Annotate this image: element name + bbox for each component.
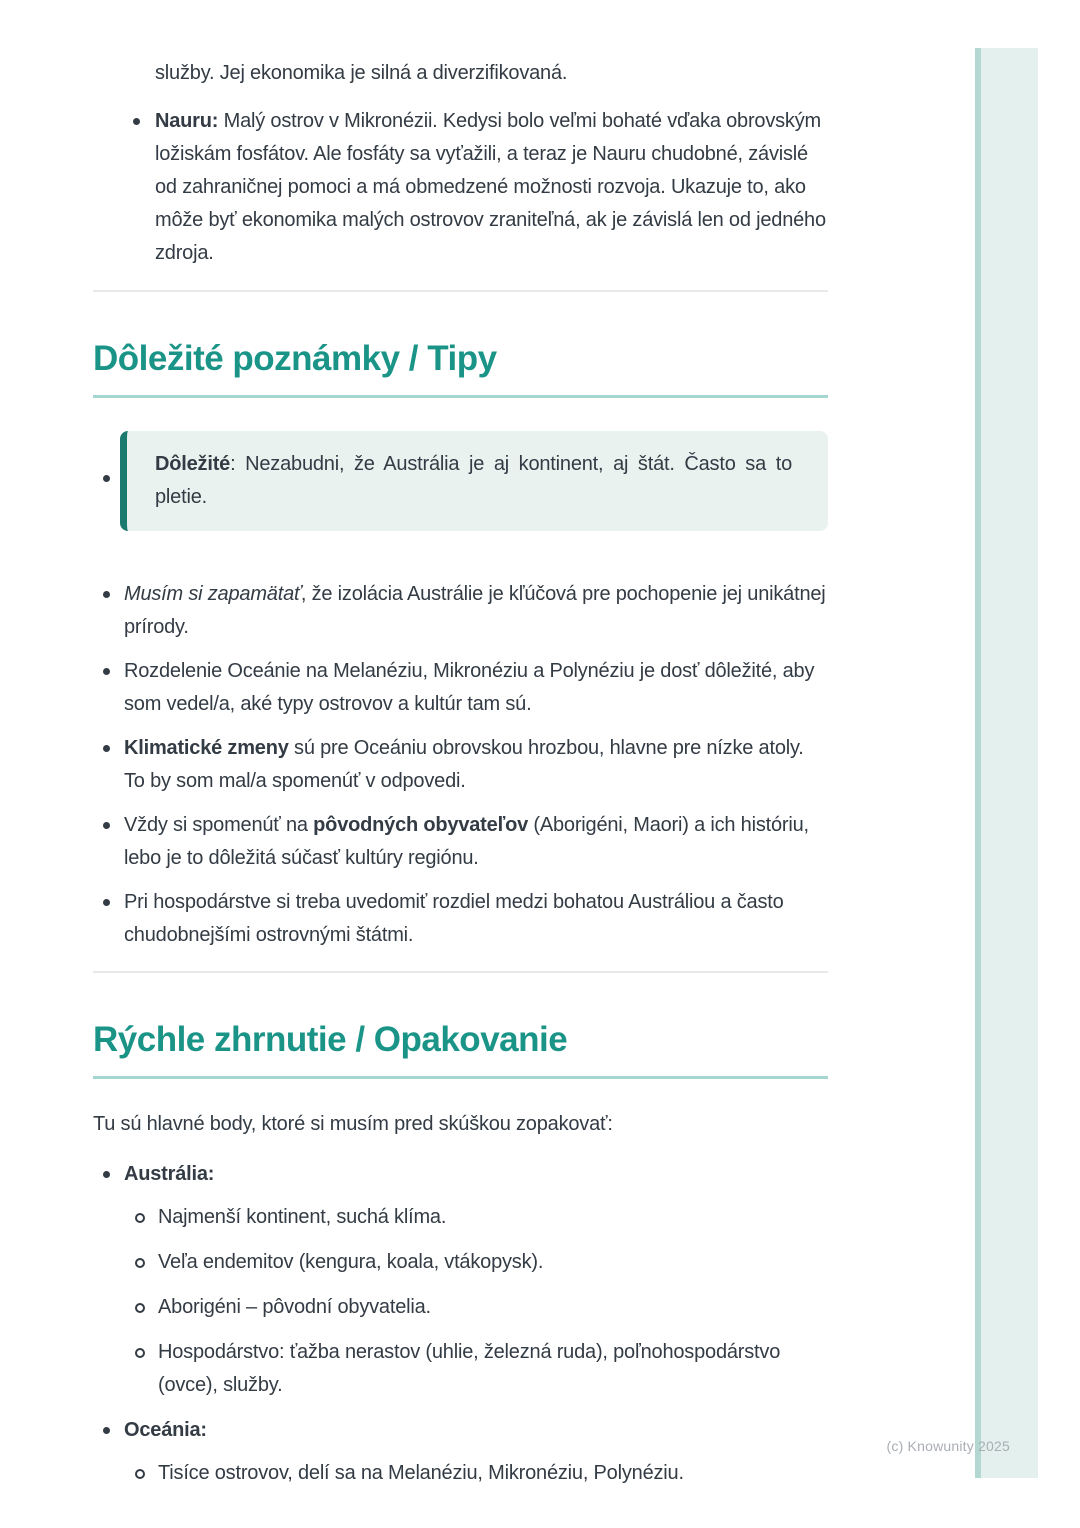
- text-segment: Musím si zapamätať: [124, 583, 301, 605]
- summary-group-label: Austrália:: [124, 1163, 215, 1185]
- summary-title-underline: [93, 1076, 828, 1079]
- summary-intro-paragraph: Tu sú hlavné body, ktoré si musím pred skúškou zopakovať:: [93, 1113, 613, 1135]
- summary-group-australia: [93, 1158, 828, 1402]
- summary-sub-item: Tisíce ostrovov, delí sa na Melanéziu, Mikronéziu, Polynéziu.: [124, 1457, 828, 1490]
- text-segment: , že izolácia Austrálie je kľúčová pre pochopenie jej unikátnej prírody.: [124, 583, 826, 638]
- section-divider: [93, 971, 828, 973]
- summary-sub-item: Hospodárstvo: ťažba nerastov (uhlie, železná ruda), poľnohospodárstvo (ovce), služby.: [124, 1336, 828, 1402]
- text-segment: Nauru:: [155, 110, 219, 132]
- summary-sub-item: Najmenší kontinent, suchá klíma.: [124, 1201, 828, 1234]
- summary-group-label: Oceánia:: [124, 1419, 207, 1441]
- summary-sub-item: Aborigéni – pôvodní obyvatelia.: [124, 1291, 828, 1324]
- notes-section-title: Dôležité poznámky / Tipy: [93, 339, 497, 378]
- text-segment: pôvodných obyvateľov: [313, 814, 529, 836]
- note-item-isolation: [93, 578, 828, 644]
- summary-sub-item: Veľa endemitov (kengura, koala, vtákopysk).: [124, 1246, 828, 1279]
- note-item-economy: [93, 886, 828, 952]
- text-segment: : Nezabudni, že Austrália je aj kontinent, aj štát. Často sa to pletie.: [155, 453, 792, 508]
- text-segment: (Aborigéni, Maori) a ich históriu, lebo je to dôležitá súčasť kultúry regiónu.: [124, 814, 809, 869]
- continuation-paragraph: služby. Jej ekonomika je silná a diverzifikovaná.: [155, 62, 568, 84]
- text-segment: Vždy si spomenúť na: [124, 814, 314, 836]
- text-segment: Klimatické zmeny: [124, 737, 289, 759]
- section-divider: [93, 290, 828, 292]
- summary-list: [93, 1158, 828, 1490]
- text-segment: sú pre Oceániu obrovskou hrozbou, hlavne pre nízke atoly. To by som mal/a spomenúť v odpovedi.: [124, 737, 804, 792]
- note-item-climate: [93, 732, 828, 798]
- copyright-watermark: (c) Knowunity 2025: [886, 1438, 1010, 1454]
- notes-title-underline: [93, 395, 828, 398]
- summary-sublist-australia: [124, 1201, 828, 1402]
- note-item-indigenous: [93, 809, 828, 875]
- summary-sublist-oceania: [124, 1457, 828, 1490]
- document-content: [93, 0, 828, 1502]
- text-segment: Pri hospodárstve si treba uvedomiť rozdiel medzi bohatou Austráliou a často chudobnejšími ostrovnými štátmi.: [124, 891, 784, 946]
- text-segment: Dôležité: [155, 453, 231, 475]
- summary-group-oceania: [93, 1414, 828, 1490]
- text-segment: Malý ostrov v Mikronézii. Kedysi bolo veľmi bohaté vďaka obrovským ložiskám fosfátov. Ale fosfáty sa vyťažili, a teraz je Nauru chudobné, závislé od zahraničnej pomoci a má obmedzené možnosti rozvoja. Ukazuje to, ako môže byť ekonomika malých ostrovov zraniteľná, ak je závislá len od jedného zdroja.: [155, 110, 826, 264]
- important-callout-row: [93, 431, 828, 531]
- text-segment: Rozdelenie Oceánie na Melanéziu, Mikronéziu a Polynéziu je dosť dôležité, aby som vedel/a, aké typy ostrovov a kultúr tam sú.: [124, 660, 815, 715]
- summary-section-title: Rýchle zhrnutie / Opakovanie: [93, 1020, 568, 1059]
- list-item-nauru: [93, 105, 828, 270]
- page-edge-accent-bar: [975, 48, 1038, 1478]
- important-callout-box: [120, 431, 828, 531]
- note-item-regions: [93, 655, 828, 721]
- notes-list: [93, 578, 828, 952]
- country-examples-list: [93, 105, 828, 270]
